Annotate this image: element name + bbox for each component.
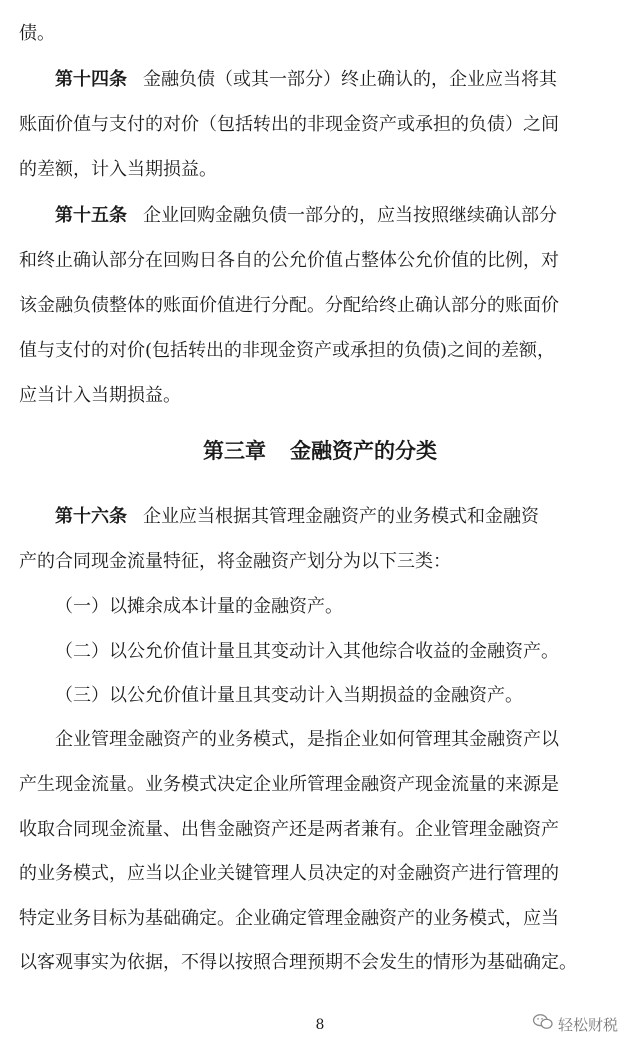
chapter-heading [0,437,640,465]
text-line [19,384,640,408]
watermark-text: 轻松财税 [557,1015,618,1034]
list-item [55,684,640,708]
text-line [19,951,640,975]
article-15-line [55,204,640,228]
line-text: （一）以摊余成本计量的金融资产。 [55,596,343,617]
line-text: （二）以公允价值计量且其变动计入其他综合收益的金融资产。 [55,641,559,662]
line-text: 债。 [19,23,55,44]
text-line [19,294,640,318]
line-text: 产生现金流量。业务模式决定企业所管理金融资产现金流量的来源是 [19,774,559,795]
watermark [532,1013,618,1035]
line-text: 该金融负债整体的账面价值进行分配。分配给终止确认部分的账面价 [19,295,559,316]
line-text: 企业回购金融负债一部分的，应当按照继续确认部分 [143,205,557,226]
article-16-line [55,505,640,529]
article-label: 第十六条 [55,506,127,527]
article-14-line [55,68,640,92]
text-line [19,249,640,273]
list-item [55,595,640,619]
line-text: （三）以公允价值计量且其变动计入当期损益的金融资产。 [55,685,523,706]
text-line [19,907,640,931]
line-text: 企业管理金融资产的业务模式，是指企业如何管理其金融资产以 [55,729,559,750]
article-label: 第十五条 [55,205,127,226]
text-line [19,22,640,46]
wechat-icon [532,1013,554,1035]
line-text: 和终止确认部分在回购日各自的公允价值占整体公允价值的比例，对 [19,250,559,271]
line-text: 以客观事实为依据，不得以按照合理预期不会发生的情形为基础确定。 [19,952,577,973]
text-line [55,728,640,752]
line-text: 收取合同现金流量、出售金融资产还是两者兼有。企业管理金融资产 [19,819,559,840]
page-number: 8 [315,1017,325,1033]
line-text: 的业务模式，应当以企业关键管理人员决定的对金融资产进行管理的 [19,863,559,884]
line-text: 企业应当根据其管理金融资产的业务模式和金融资 [143,506,539,527]
line-text: 值与支付的对价(包括转出的非现金资产或承担的负债)之间的差额， [19,340,556,361]
line-text: 特定业务目标为基础确定。企业确定管理金融资产的业务模式，应当 [19,908,559,929]
text-line [19,550,640,574]
line-text: 的差额，计入当期损益。 [19,159,217,180]
line-text: 账面价值与支付的对价（包括转出的非现金资产或承担的负债）之间 [19,114,559,135]
text-line [19,818,640,842]
chapter-number: 第三章 [203,438,266,463]
text-line [19,339,640,363]
line-text: 金融负债（或其一部分）终止确认的，企业应当将其 [143,69,557,90]
article-label: 第十四条 [55,69,127,90]
text-line [19,862,640,886]
chapter-title: 金融资产的分类 [290,438,437,463]
text-line [19,773,640,797]
line-text: 应当计入当期损益。 [19,385,181,406]
list-item [55,640,640,664]
text-line [19,158,640,182]
line-text: 产的合同现金流量特征，将金融资产划分为以下三类： [19,551,451,572]
text-line [19,113,640,137]
